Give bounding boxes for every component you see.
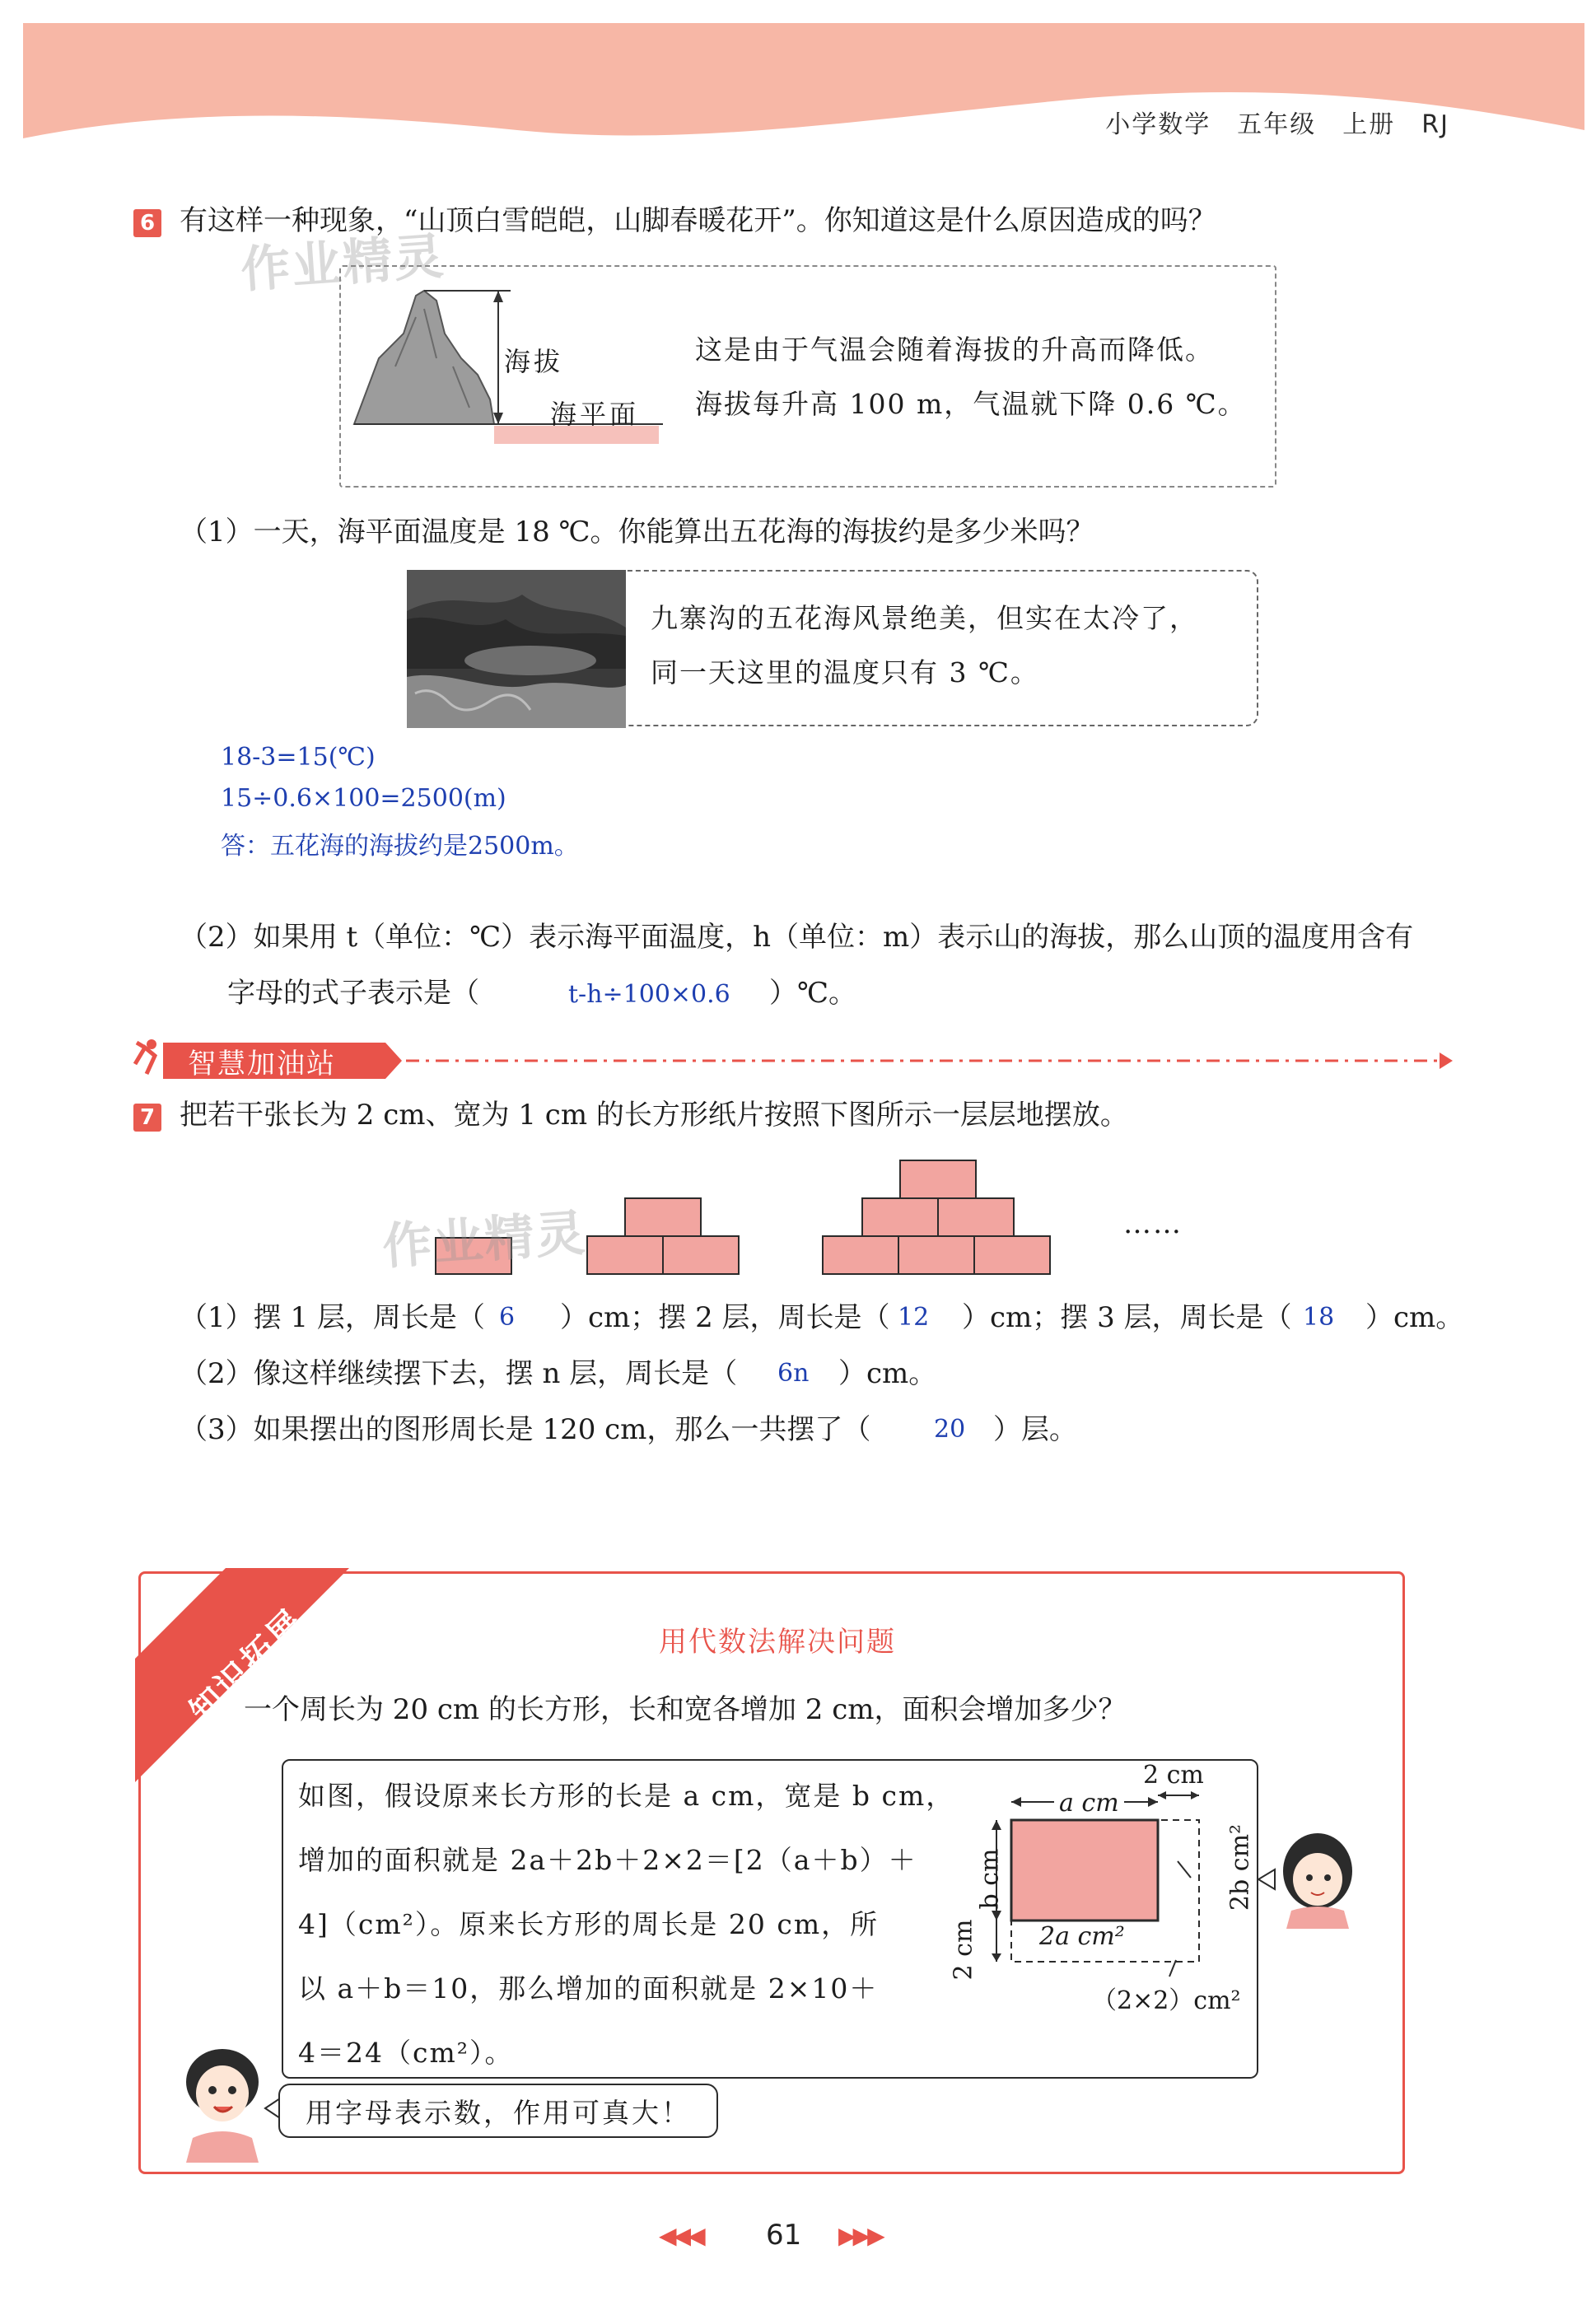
tile-3e [898, 1235, 975, 1275]
q7-l1-c: ）cm；摆 3 层，周长是（ [962, 1301, 1292, 1334]
knowledge-question: 一个周长为 20 cm 的长方形，长和宽各增加 2 cm，面积会增加多少？ [244, 1693, 1127, 1726]
solution-line-2: 增加的面积就是 2a＋2b＋2×2＝[2（a＋b）＋ [298, 1844, 917, 1876]
girl-cartoon [1258, 1822, 1382, 1929]
solution-line-3: 4]（cm²）。原来长方形的周长是 20 cm，所 [298, 1908, 880, 1940]
header-title: 小学数学 五年级 上册 RJ [1105, 110, 1449, 139]
question-number-6: 6 [133, 209, 161, 237]
q7-l3-b: ）层。 [993, 1413, 1077, 1446]
altitude-label: 海拔 [504, 346, 564, 377]
info-line-2: 海拔每升高 100 m，气温就下降 0.6 ℃。 [695, 388, 1247, 420]
q7-l2-b: ）cm。 [838, 1357, 937, 1390]
fig-label-acm: a cm [1054, 1789, 1124, 1818]
fig-label-2bcm2: 2b cm² [1225, 1823, 1255, 1911]
q6-sub2-answer: t-h÷100×0.6 [568, 980, 730, 1009]
q7-l3-ans: 20 [934, 1415, 966, 1444]
bubble-line-2: 同一天这里的温度只有 3 ℃。 [651, 656, 1039, 688]
original-rectangle [1011, 1820, 1158, 1921]
q7-l1-ans3: 18 [1303, 1303, 1335, 1332]
q7-l2-a: （2）像这样继续摆下去，摆 n 层，周长是（ [180, 1357, 738, 1390]
q7-l1-b: ）cm；摆 2 层，周长是（ [560, 1301, 890, 1334]
prev-page-arrows: ◀◀◀ [659, 2222, 702, 2249]
solution-line-4: 以 a＋b＝10，那么增加的面积就是 2×10＋ [298, 1972, 879, 2005]
q6-question: 有这样一种现象，“山顶白雪皑皑，山脚春暖花开”。你知道这是什么原因造成的吗？ [180, 204, 1216, 237]
question-number-7: 7 [133, 1104, 161, 1132]
tile-2c [662, 1235, 740, 1275]
tile-3c [937, 1197, 1015, 1237]
lake-photo [407, 570, 626, 728]
tile-3a [899, 1160, 977, 1199]
fig-label-22cm2: （2×2）cm² [1092, 1986, 1241, 2015]
q7-l1-d: ）cm。 [1365, 1301, 1464, 1334]
knowledge-title: 用代数法解决问题 [659, 1626, 896, 1659]
answer1-line3: 答：五花海的海拔约是2500m。 [221, 832, 579, 861]
answer1-line1: 18-3=15(℃) [221, 743, 376, 772]
fig-label-2cm-top: 2 cm [1143, 1761, 1204, 1790]
q6-sub2-line1: （2）如果用 t（单位：℃）表示海平面温度，h（单位：m）表示山的海拔，那么山顶的温度用含有 [180, 921, 1414, 954]
tile-2a [624, 1197, 702, 1237]
bubble-line-1: 九寨沟的五花海风景绝美，但实在太冷了， [651, 602, 1198, 634]
tile-2b [586, 1235, 664, 1275]
next-page-arrows: ▶▶▶ [838, 2222, 882, 2249]
tile-3b [861, 1197, 939, 1237]
solution-line-5: 4＝24（cm²）。 [298, 2037, 514, 2069]
boy-speech-bubble: 用字母表示数，作用可真大！ [278, 2084, 718, 2138]
watermark-top: 作业精灵 [239, 227, 447, 300]
q7-l1-ans1: 6 [499, 1303, 516, 1332]
sea-level-label: 海平面 [550, 399, 640, 430]
page-number: 61 [766, 2219, 802, 2252]
answer1-line2: 15÷0.6×100=2500(m) [221, 784, 506, 813]
ribbon-label: 知识拓展 [182, 1601, 312, 1731]
q7-l1-ans2: 12 [898, 1303, 930, 1332]
q7-l3-a: （3）如果摆出的图形周长是 120 cm，那么一共摆了（ [180, 1413, 871, 1446]
fig-label-2cm-left: 2 cm [949, 1919, 978, 1981]
watermark-middle: 作业精灵 [380, 1204, 589, 1277]
solution-line-1: 如图，假设原来长方形的长是 a cm，宽是 b cm， [298, 1780, 955, 1812]
banner-label: 智慧加油站 [188, 1048, 336, 1080]
q6-sub2-line2-post: ）℃。 [769, 977, 857, 1010]
tile-3f [973, 1235, 1051, 1275]
tile-3d [822, 1235, 899, 1275]
q6-sub1: （1）一天，海平面温度是 18 ℃。你能算出五花海的海拔约是多少米吗？ [180, 516, 1094, 548]
q7-l2-ans: 6n [777, 1359, 810, 1388]
q7-l1-a: （1）摆 1 层，周长是（ [180, 1301, 485, 1334]
info-line-1: 这是由于气温会随着海拔的升高而降低。 [695, 334, 1214, 366]
fig-label-bcm: b cm [975, 1848, 1005, 1910]
fig-label-2acm2: 2a cm² [1039, 1922, 1125, 1951]
boy-cartoon [173, 2039, 288, 2163]
q6-sub2-line2-pre: 字母的式子表示是（ [227, 977, 479, 1010]
q7-question: 把若干张长为 2 cm、宽为 1 cm 的长方形纸片按照下图所示一层层地摆放。 [180, 1099, 1128, 1132]
tiles-ellipsis: …… [1123, 1207, 1183, 1240]
